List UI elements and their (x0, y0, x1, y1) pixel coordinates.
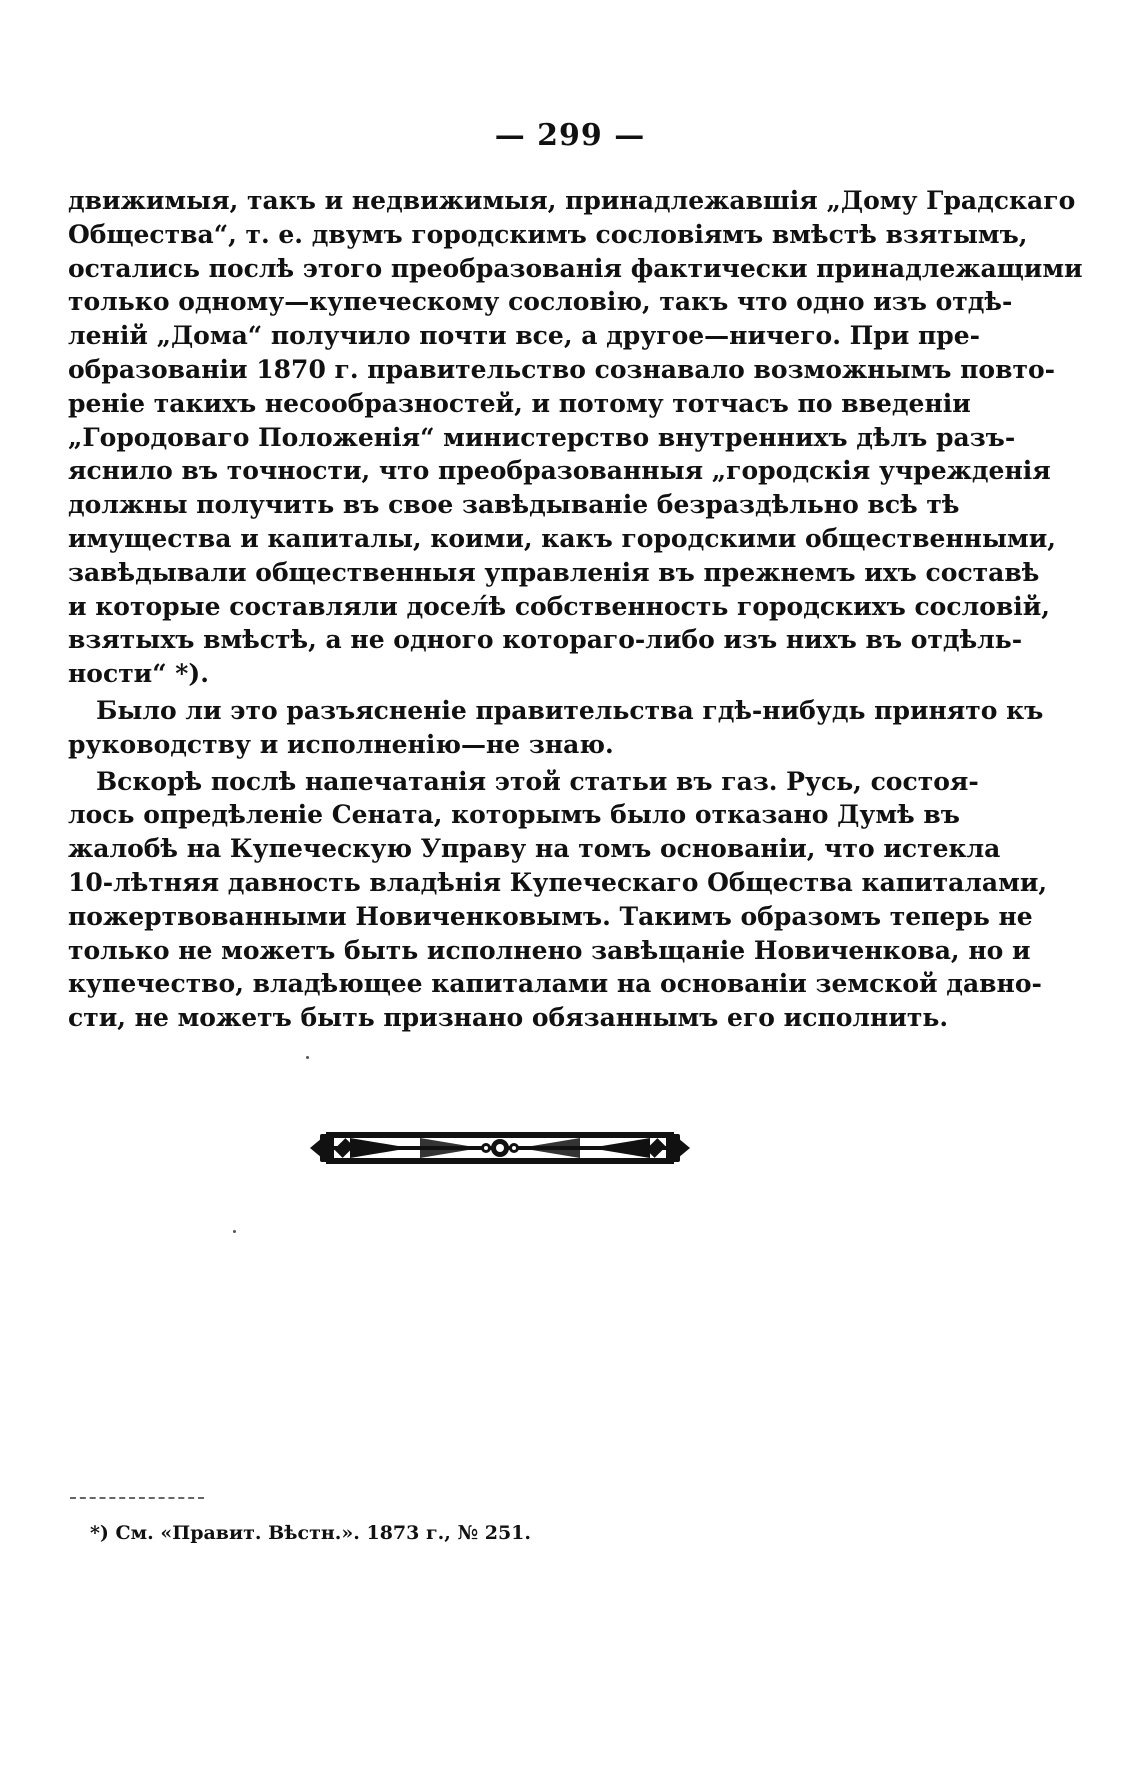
text-line: Было ли это разъясненіе правительства гдѣ-нибудь принято къ (96, 695, 1044, 725)
text-line: образованіи 1870 г. правительство сознавало возможнымъ повто- (68, 354, 1056, 384)
footnote: *) См. «Правит. Вѣстн.». 1873 г., № 251. (90, 1522, 532, 1544)
footnote-separator (70, 1497, 204, 1499)
text-line: движимыя, такъ и недвижимыя, принадлежавшія „Дому Градскаго (68, 186, 1076, 215)
text-line: Общества“, т. е. двумъ городскимъ сословіямъ вмѣстѣ взятымъ, (68, 219, 1028, 249)
print-speck (233, 1230, 236, 1233)
text-line: Вскорѣ послѣ напечатанія этой статьи въ газ. Русь, состоя- (96, 766, 979, 796)
print-speck (306, 1056, 309, 1059)
text-line: лось опредѣленіе Сената, которымъ было отказано Думѣ въ (68, 800, 960, 830)
text-line: завѣдывали общественныя управленія въ прежнемъ ихъ составѣ (68, 557, 1040, 587)
text-line: пожертвованными Новиченковымъ. Такимъ образомъ теперь не (68, 901, 1033, 931)
text-line: яснило въ точности, что преобразованныя „городскія учрежденія (68, 456, 1051, 486)
text-line: 10-лѣтняя давность владѣнія Купеческаго Общества капиталами, (68, 867, 1048, 897)
paragraph-2 (68, 694, 1044, 762)
page-number: — 299 — (494, 118, 646, 153)
text-line: остались послѣ этого преобразованія фактически принадлежащими (68, 253, 1083, 283)
paragraph-1 (68, 184, 1083, 691)
text-line: сти, не можетъ быть признано обязаннымъ его исполнить. (68, 1003, 949, 1033)
text-line: купечество, владѣющее капиталами на основаніи земской давно- (68, 969, 1042, 999)
text-line: и которые составляли досел́ѣ собственность городскихъ сословій, (68, 591, 1050, 621)
text-line: жалобѣ на Купеческую Управу на томъ основаніи, что истекла (68, 834, 1001, 864)
text-line: только одному—купеческому сословію, такъ что одно изъ отдѣ- (68, 287, 1013, 317)
text-line: только не можетъ быть исполнено завѣщаніе Новиченкова, но и (68, 935, 1031, 965)
text-line: реніе такихъ несообразностей, и потому тотчасъ по введеніи (68, 388, 971, 418)
text-line: взятыхъ вмѣстѣ, а не одного котораго-либо изъ нихъ въ отдѣль- (68, 625, 1023, 655)
text-line: „Городоваго Положенія“ министерство внутреннихъ дѣлъ разъ- (68, 422, 1016, 452)
decorative-tailpiece-icon (310, 1124, 690, 1172)
text-line: имущества и капиталы, коими, какъ городскими общественными, (68, 523, 1056, 553)
paragraph-3 (68, 765, 1048, 1035)
text-line: ности“ *). (68, 659, 209, 689)
text-line: должны получить въ свое завѣдываніе безраздѣльно всѣ тѣ (68, 490, 960, 520)
body-text (68, 184, 1083, 1035)
text-line: леній „Дома“ получило почти все, а другое—ничего. При пре- (68, 321, 981, 351)
text-line: руководству и исполненію—не знаю. (68, 729, 614, 759)
